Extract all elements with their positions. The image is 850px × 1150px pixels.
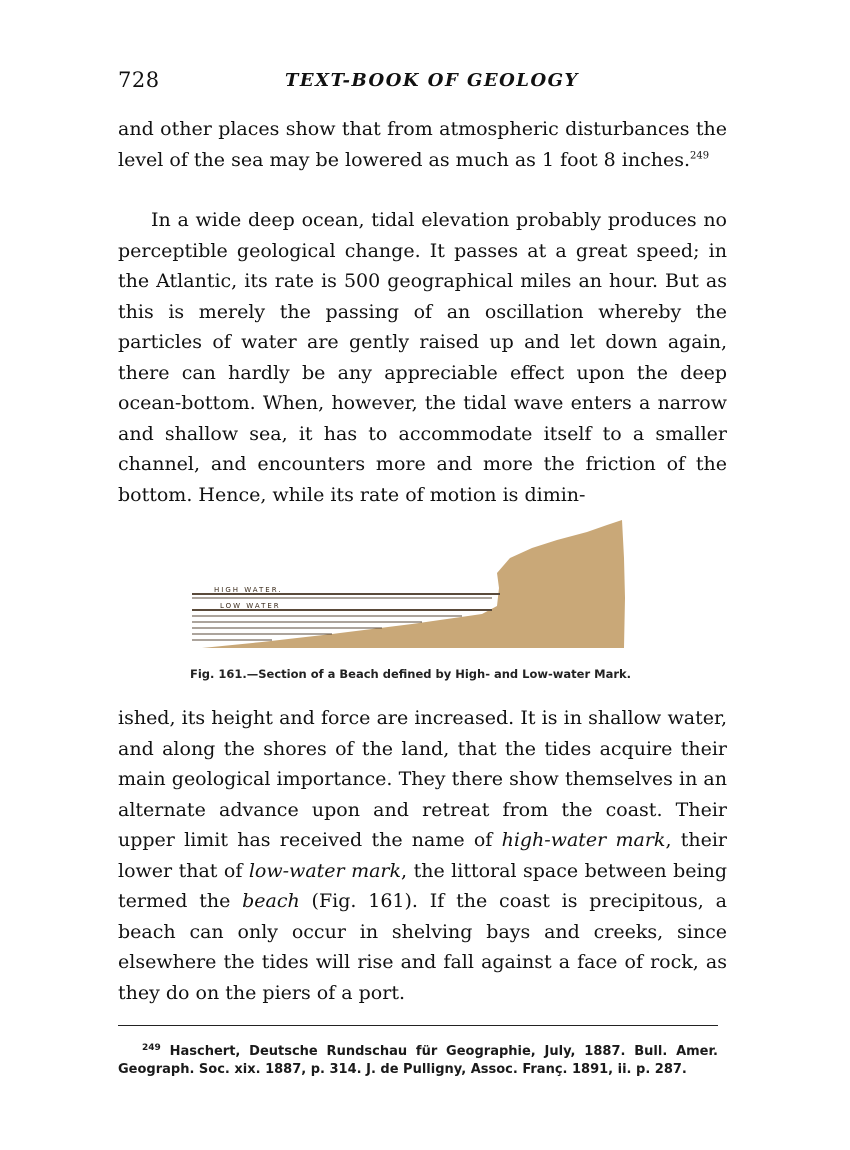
paragraph-3-text-d: (Fig. 161). If the coast is precipitous, a beach can only occur in shelving bays and creeks, since elsewhere the tides will rise and fall against a face of rock, as they do on the piers of a port. [118,890,727,1004]
term-high-water-mark: high-water mark [501,829,666,851]
paragraph-3-text-b: , their lower that of [118,829,728,882]
paragraph-2 [118,205,727,510]
running-head: TEXT-BOOK OF GEOLOGY [285,70,579,91]
low-water-label: LOW WATER [220,602,281,610]
footnote [118,1043,718,1079]
paragraph-3-text-a: ished, its height and force are increased. It is in shallow water, and along the shores of the land, that the tides acquire their main geological importance. They there show themselves in an alternate advance upon and retreat from the coast. Their upper limit has received the name of [118,707,727,851]
figure-caption: Fig. 161.—Section of a Beach defined by High- and Low-water Mark. [190,667,632,681]
term-beach: beach [242,890,300,912]
paragraph-3-text-c: , the littoral space between being termed the [118,859,728,912]
footnote-number: 249 [142,1042,161,1053]
footnote-reference[interactable]: 249 [690,150,710,162]
footnote-text: Haschert, Deutsche Rundschau für Geographie, July, 1887. Bull. Amer. Geograph. Soc. xix. 1887, p. 314. J. de Pulligny, Assoc. Franç. 1891, ii. p. 287. [118,1044,718,1077]
footnote-divider [118,1025,718,1026]
beach-land-mass [202,520,625,648]
paragraph-3 [118,703,727,1008]
page-number: 728 [118,68,160,92]
beach-section-figure [192,518,632,658]
paragraph-1-text: and other places show that from atmospheric disturbances the level of the sea may be lowered as much as 1 foot 8 inches. [118,118,727,171]
paragraph-2-text: In a wide deep ocean, tidal elevation probably produces no perceptible geological change. It passes at a great speed; in the Atlantic, its rate is 500 geographical miles an hour. But as this is merely the passing of an oscillation whereby the particles of water are gently raised up and let down again, there can hardly be any appreciable effect upon the deep ocean-bottom. When, however, the tidal wave enters a narrow and shallow sea, it has to accommodate itself to a smaller channel, and encounters more and more the friction of the bottom. Hence, while its rate of motion is dimin- [118,209,727,506]
beach-section-drawing [192,518,632,658]
term-low-water-mark: low-water mark [248,859,402,882]
paragraph-1 [118,114,727,175]
high-water-label: HIGH WATER. [214,586,283,594]
